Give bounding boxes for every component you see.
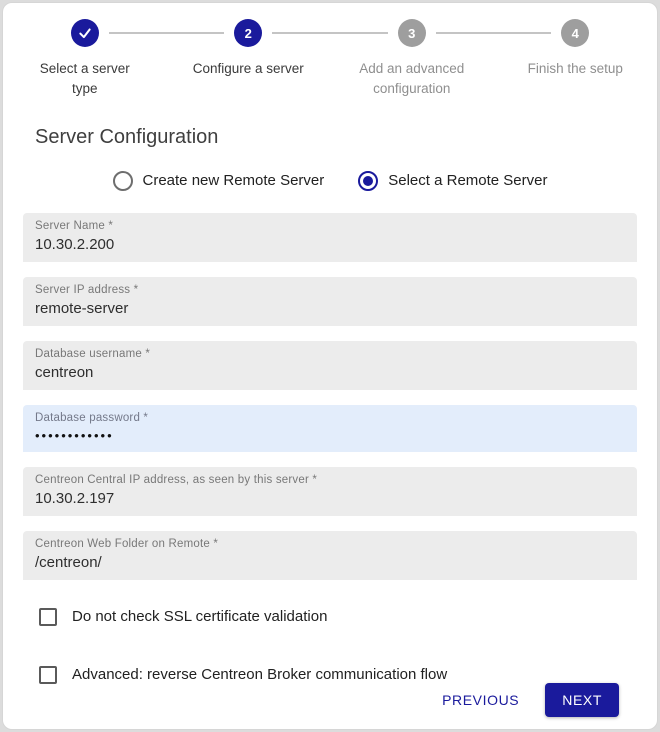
step-2-label: Configure a server <box>192 61 304 76</box>
radio-label: Select a Remote Server <box>388 172 548 189</box>
field-label: Centreon Central IP address, as seen by this server * <box>35 473 318 486</box>
server-ip-address-field[interactable] <box>23 277 637 326</box>
field-label: Database password * <box>35 411 149 424</box>
checkbox-unchecked-icon[interactable] <box>39 666 57 684</box>
previous-button[interactable]: PREVIOUS <box>442 692 520 708</box>
field-value[interactable]: 10.30.2.200 <box>35 235 115 253</box>
server-type-radio-group <box>3 171 657 191</box>
radio-create-new-remote-server[interactable] <box>113 171 325 191</box>
field-label: Database username * <box>35 347 151 360</box>
next-button[interactable]: NEXT <box>545 683 619 717</box>
field-value[interactable]: 10.30.2.197 <box>35 489 115 507</box>
step-1-completed-check-icon <box>71 19 99 47</box>
page-title: Server Configuration <box>35 125 219 148</box>
server-configuration-wizard <box>2 2 658 730</box>
step-4-indicator: 4 <box>561 19 589 47</box>
field-label: Server Name * <box>35 219 114 232</box>
server-name-field[interactable] <box>23 213 637 262</box>
centreon-central-ip-field[interactable] <box>23 467 637 516</box>
checkbox-label: Do not check SSL certificate validation <box>72 608 328 625</box>
checkbox-unchecked-icon[interactable] <box>39 608 57 626</box>
field-label: Server IP address * <box>35 283 139 296</box>
wizard-stepper <box>3 3 657 100</box>
database-username-field[interactable] <box>23 341 637 390</box>
step-3-indicator: 3 <box>398 19 426 47</box>
radio-selected-icon[interactable] <box>358 171 378 191</box>
wizard-actions <box>442 683 619 717</box>
field-value[interactable]: /centreon/ <box>35 553 102 571</box>
field-label: Centreon Web Folder on Remote * <box>35 537 219 550</box>
server-configuration-form <box>23 213 637 580</box>
field-value[interactable]: centreon <box>35 363 94 381</box>
radio-select-a-remote-server[interactable] <box>358 171 547 191</box>
ssl-validation-checkbox-row[interactable] <box>39 608 637 626</box>
stepper-connector <box>436 32 552 34</box>
step-3-label: Add an advanced configuration <box>359 61 465 97</box>
reverse-broker-flow-checkbox-row[interactable] <box>39 666 637 684</box>
stepper-connector <box>272 32 388 34</box>
radio-unselected-icon[interactable] <box>113 171 133 191</box>
field-value[interactable]: remote-server <box>35 299 129 317</box>
step-4-label: Finish the setup <box>527 61 623 76</box>
centreon-web-folder-field[interactable] <box>23 531 637 580</box>
checkbox-label: Advanced: reverse Centreon Broker communication flow <box>72 666 448 683</box>
step-2-indicator: 2 <box>234 19 262 47</box>
field-value[interactable]: •••••••••••• <box>35 427 114 443</box>
database-password-field[interactable] <box>23 405 637 452</box>
step-1-label: Select a server type <box>39 61 130 97</box>
stepper-connector <box>109 32 225 34</box>
radio-label: Create new Remote Server <box>142 172 325 189</box>
